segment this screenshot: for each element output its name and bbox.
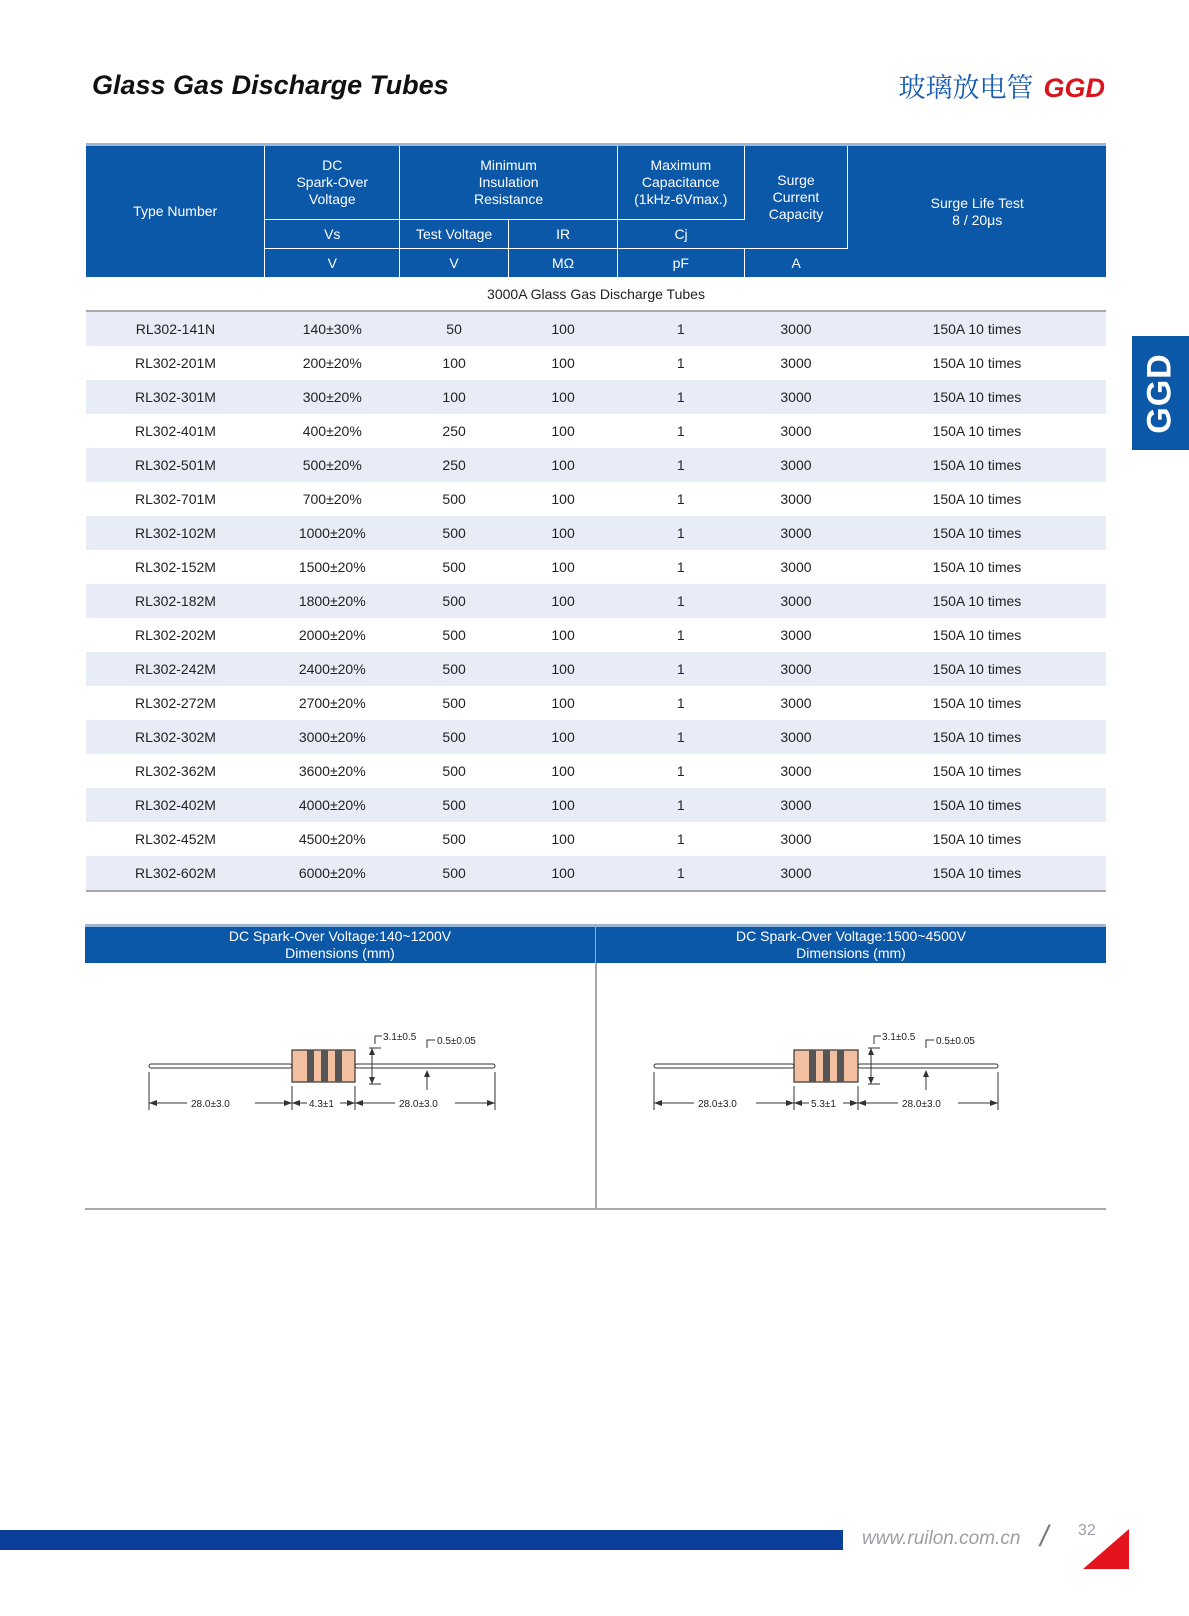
table-cell: 1 [618,550,744,584]
label-lead-right: 28.0±3.0 [902,1099,941,1110]
table-cell: 4000±20% [265,788,400,822]
table-cell: 100 [509,550,618,584]
table-cell: 1 [618,448,744,482]
table-cell: 1 [618,311,744,346]
header-dc-spark [265,145,400,220]
table-cell: 500 [400,584,509,618]
table-cell: 500 [400,822,509,856]
table-row [86,550,1106,584]
header-line: Spark-Over [296,174,369,190]
table-cell: 500 [400,856,509,891]
table-cell: 150A 10 times [848,516,1106,550]
table-cell: 250 [400,414,509,448]
table-row [86,482,1106,516]
label-lead-right: 28.0±3.0 [399,1099,438,1110]
table-cell: 100 [509,311,618,346]
dimensions-left [85,924,597,1208]
dimensions-left-header [85,924,595,963]
side-tab-label: GGD [1141,352,1180,434]
label-diameter: 3.1±0.5 [383,1032,417,1043]
table-cell: RL302-701M [86,482,265,516]
table-cell: 150A 10 times [848,720,1106,754]
table-cell: RL302-501M [86,448,265,482]
table-cell: 1 [618,584,744,618]
header-line: Capacity [768,205,824,222]
header-surge-life [848,145,1106,278]
header-type-number: Type Number [86,145,265,278]
table-row [86,448,1106,482]
table-cell: 100 [400,346,509,380]
table-cell: 100 [509,754,618,788]
table-cell: 1 [618,346,744,380]
table-cell: 500 [400,482,509,516]
table-cell: 500 [400,516,509,550]
header-unit-mohm: MΩ [509,249,618,278]
table-cell: 100 [509,516,618,550]
chinese-title: 玻璃放电管 [898,73,1034,104]
table-cell: 100 [509,652,618,686]
header-max-capacitance [618,145,744,220]
brand-label: GGD [1043,73,1105,103]
table-cell: 150A 10 times [848,414,1106,448]
table-cell: 100 [509,346,618,380]
table-row [86,720,1106,754]
side-tab-ggd [1132,336,1189,450]
table-cell: 3000 [744,346,848,380]
header-sym-test-voltage: Test Voltage [400,220,509,249]
table-cell: 100 [509,584,618,618]
table-cell: 3000 [744,584,848,618]
dimensions-right-subtitle: Dimensions (mm) [796,945,906,961]
dimensions-panel [85,924,1106,1210]
table-cell: RL302-602M [86,856,265,891]
table-cell: 3000 [744,550,848,584]
header-line: Capacitance [641,174,720,190]
dimensions-left-subtitle: Dimensions (mm) [285,945,395,961]
table-cell: RL302-362M [86,754,265,788]
table-cell: RL302-301M [86,380,265,414]
label-lead-diameter: 0.5±0.05 [936,1036,975,1047]
header-unit-pf: pF [618,249,744,278]
table-cell: 6000±20% [265,856,400,891]
table-cell: 150A 10 times [848,652,1106,686]
header-brand [898,66,1105,105]
table-cell: 150A 10 times [848,584,1106,618]
header-line: DC [322,157,343,173]
table-cell: 150A 10 times [848,311,1106,346]
table-cell: 150A 10 times [848,686,1106,720]
table-row [86,686,1106,720]
table-cell: 150A 10 times [848,346,1106,380]
table-cell: 700±20% [265,482,400,516]
header-unit-v: V [265,249,400,278]
header-line: Insulation [478,174,539,190]
table-row [86,414,1106,448]
table-row [86,380,1106,414]
table-cell: 3000 [744,652,848,686]
label-lead-diameter: 0.5±0.05 [437,1036,476,1047]
table-cell: 3000 [744,686,848,720]
footer-bar [0,1530,843,1550]
header-line: Minimum [480,157,537,173]
table-row [86,754,1106,788]
table-cell: RL302-242M [86,652,265,686]
table-cell: 100 [509,686,618,720]
table-cell: 1 [618,754,744,788]
header-line: Voltage [308,191,356,207]
footer-url[interactable]: www.ruilon.com.cn [862,1528,1021,1549]
table-cell: 3000 [744,516,848,550]
table-row [86,346,1106,380]
table-cell: 3000 [744,856,848,891]
table-cell: 500 [400,686,509,720]
header-line: Surge [777,171,815,188]
table-cell: 100 [509,482,618,516]
table-cell: 1 [618,414,744,448]
table-cell: 1 [618,856,744,891]
table-cell: 400±20% [265,414,400,448]
table-cell: 100 [509,448,618,482]
table-cell: 1800±20% [265,584,400,618]
table-cell: 200±20% [265,346,400,380]
table-cell: 140±30% [265,311,400,346]
table-cell: 100 [509,788,618,822]
table-cell: 500 [400,788,509,822]
table-row [86,584,1106,618]
footer-corner-triangle [1083,1529,1129,1569]
table-cell: 150A 10 times [848,822,1106,856]
table-cell: 3000 [744,311,848,346]
table-cell: 1 [618,652,744,686]
table-row [86,788,1106,822]
table-cell: 2000±20% [265,618,400,652]
table-cell: 1 [618,822,744,856]
dimensions-left-title: DC Spark-Over Voltage:140~1200V [228,928,452,944]
table-cell: RL302-201M [86,346,265,380]
table-cell: RL302-182M [86,584,265,618]
table-cell: RL302-272M [86,686,265,720]
table-cell: 150A 10 times [848,482,1106,516]
table-cell: 150A 10 times [848,856,1106,891]
table-row [86,311,1106,346]
table-cell: RL302-141N [86,311,265,346]
header-line: (1kHz-6Vmax.) [634,191,728,207]
table-cell: 2400±20% [265,652,400,686]
table-cell: 100 [400,380,509,414]
table-row [86,618,1106,652]
spec-table [86,143,1106,892]
table-row [86,516,1106,550]
table-cell: 2700±20% [265,686,400,720]
table-cell: 500 [400,652,509,686]
table-cell: 3000 [744,414,848,448]
table-row [86,856,1106,891]
header-sym-vs: Vs [265,220,400,249]
table-cell: 1 [618,482,744,516]
table-cell: RL302-401M [86,414,265,448]
table-cell: 1000±20% [265,516,400,550]
dimensions-right-title: DC Spark-Over Voltage:1500~4500V [736,928,966,944]
header-unit-v: V [400,249,509,278]
table-cell: 100 [509,380,618,414]
header-sym-cj: Cj [618,220,744,249]
table-cell: 500 [400,618,509,652]
table-cell: 3000 [744,618,848,652]
table-cell: 3000±20% [265,720,400,754]
header-line: Maximum [650,157,712,173]
table-cell: 1 [618,788,744,822]
table-cell: 100 [509,618,618,652]
table-cell: 3000 [744,720,848,754]
header-surge-current [744,145,848,249]
table-cell: RL302-202M [86,618,265,652]
tube-drawing-left [85,960,595,1206]
table-cell: 3000 [744,380,848,414]
table-cell: 100 [509,822,618,856]
table-cell: 1 [618,618,744,652]
table-cell: 1 [618,686,744,720]
table-cell: 3600±20% [265,754,400,788]
table-cell: 150A 10 times [848,754,1106,788]
table-cell: RL302-302M [86,720,265,754]
table-cell: 3000 [744,754,848,788]
label-body-length: 4.3±1 [309,1099,334,1110]
table-cell: 50 [400,311,509,346]
table-cell: 1 [618,720,744,754]
table-cell: 100 [509,414,618,448]
tube-drawing-right [596,960,1106,1206]
header-line: Resistance [473,191,544,207]
table-cell: 3000 [744,788,848,822]
dimensions-right-header [596,924,1106,963]
table-cell: 3000 [744,482,848,516]
dimensions-right [596,924,1106,1208]
label-lead-left: 28.0±3.0 [698,1099,737,1110]
table-cell: 150A 10 times [848,788,1106,822]
table-cell: 500 [400,754,509,788]
table-cell: 3000 [744,822,848,856]
table-cell: 100 [509,720,618,754]
table-cell: 1 [618,380,744,414]
page-number: 32 [1078,1522,1096,1539]
table-row [86,822,1106,856]
table-cell: 3000 [744,448,848,482]
table-cell: 250 [400,448,509,482]
table-cell: 300±20% [265,380,400,414]
page-title: Glass Gas Discharge Tubes [92,70,449,100]
table-cell: 150A 10 times [848,618,1106,652]
table-cell: 150A 10 times [848,448,1106,482]
table-cell: RL302-102M [86,516,265,550]
table-cell: 500 [400,550,509,584]
header-line: Surge Life Test [930,194,1024,211]
header-unit-a: A [744,249,848,278]
table-row [86,652,1106,686]
table-cell: RL302-452M [86,822,265,856]
table-cell: 100 [509,856,618,891]
table-cell: 4500±20% [265,822,400,856]
table-cell: 1500±20% [265,550,400,584]
table-cell: 500±20% [265,448,400,482]
label-lead-left: 28.0±3.0 [191,1099,230,1110]
label-diameter: 3.1±0.5 [882,1032,916,1043]
footer-divider: / [1040,1520,1049,1553]
label-body-length: 5.3±1 [811,1099,836,1110]
table-cell: RL302-402M [86,788,265,822]
table-cell: 150A 10 times [848,380,1106,414]
header-min-insulation [400,145,618,220]
table-cell: 1 [618,516,744,550]
table-cell: 150A 10 times [848,550,1106,584]
header-line: Current [772,188,820,205]
table-cell: RL302-152M [86,550,265,584]
table-cell: 500 [400,720,509,754]
header-sym-ir: IR [509,220,618,249]
section-title: 3000A Glass Gas Discharge Tubes [86,278,1106,312]
header-line: 8 / 20μs [952,211,1003,228]
